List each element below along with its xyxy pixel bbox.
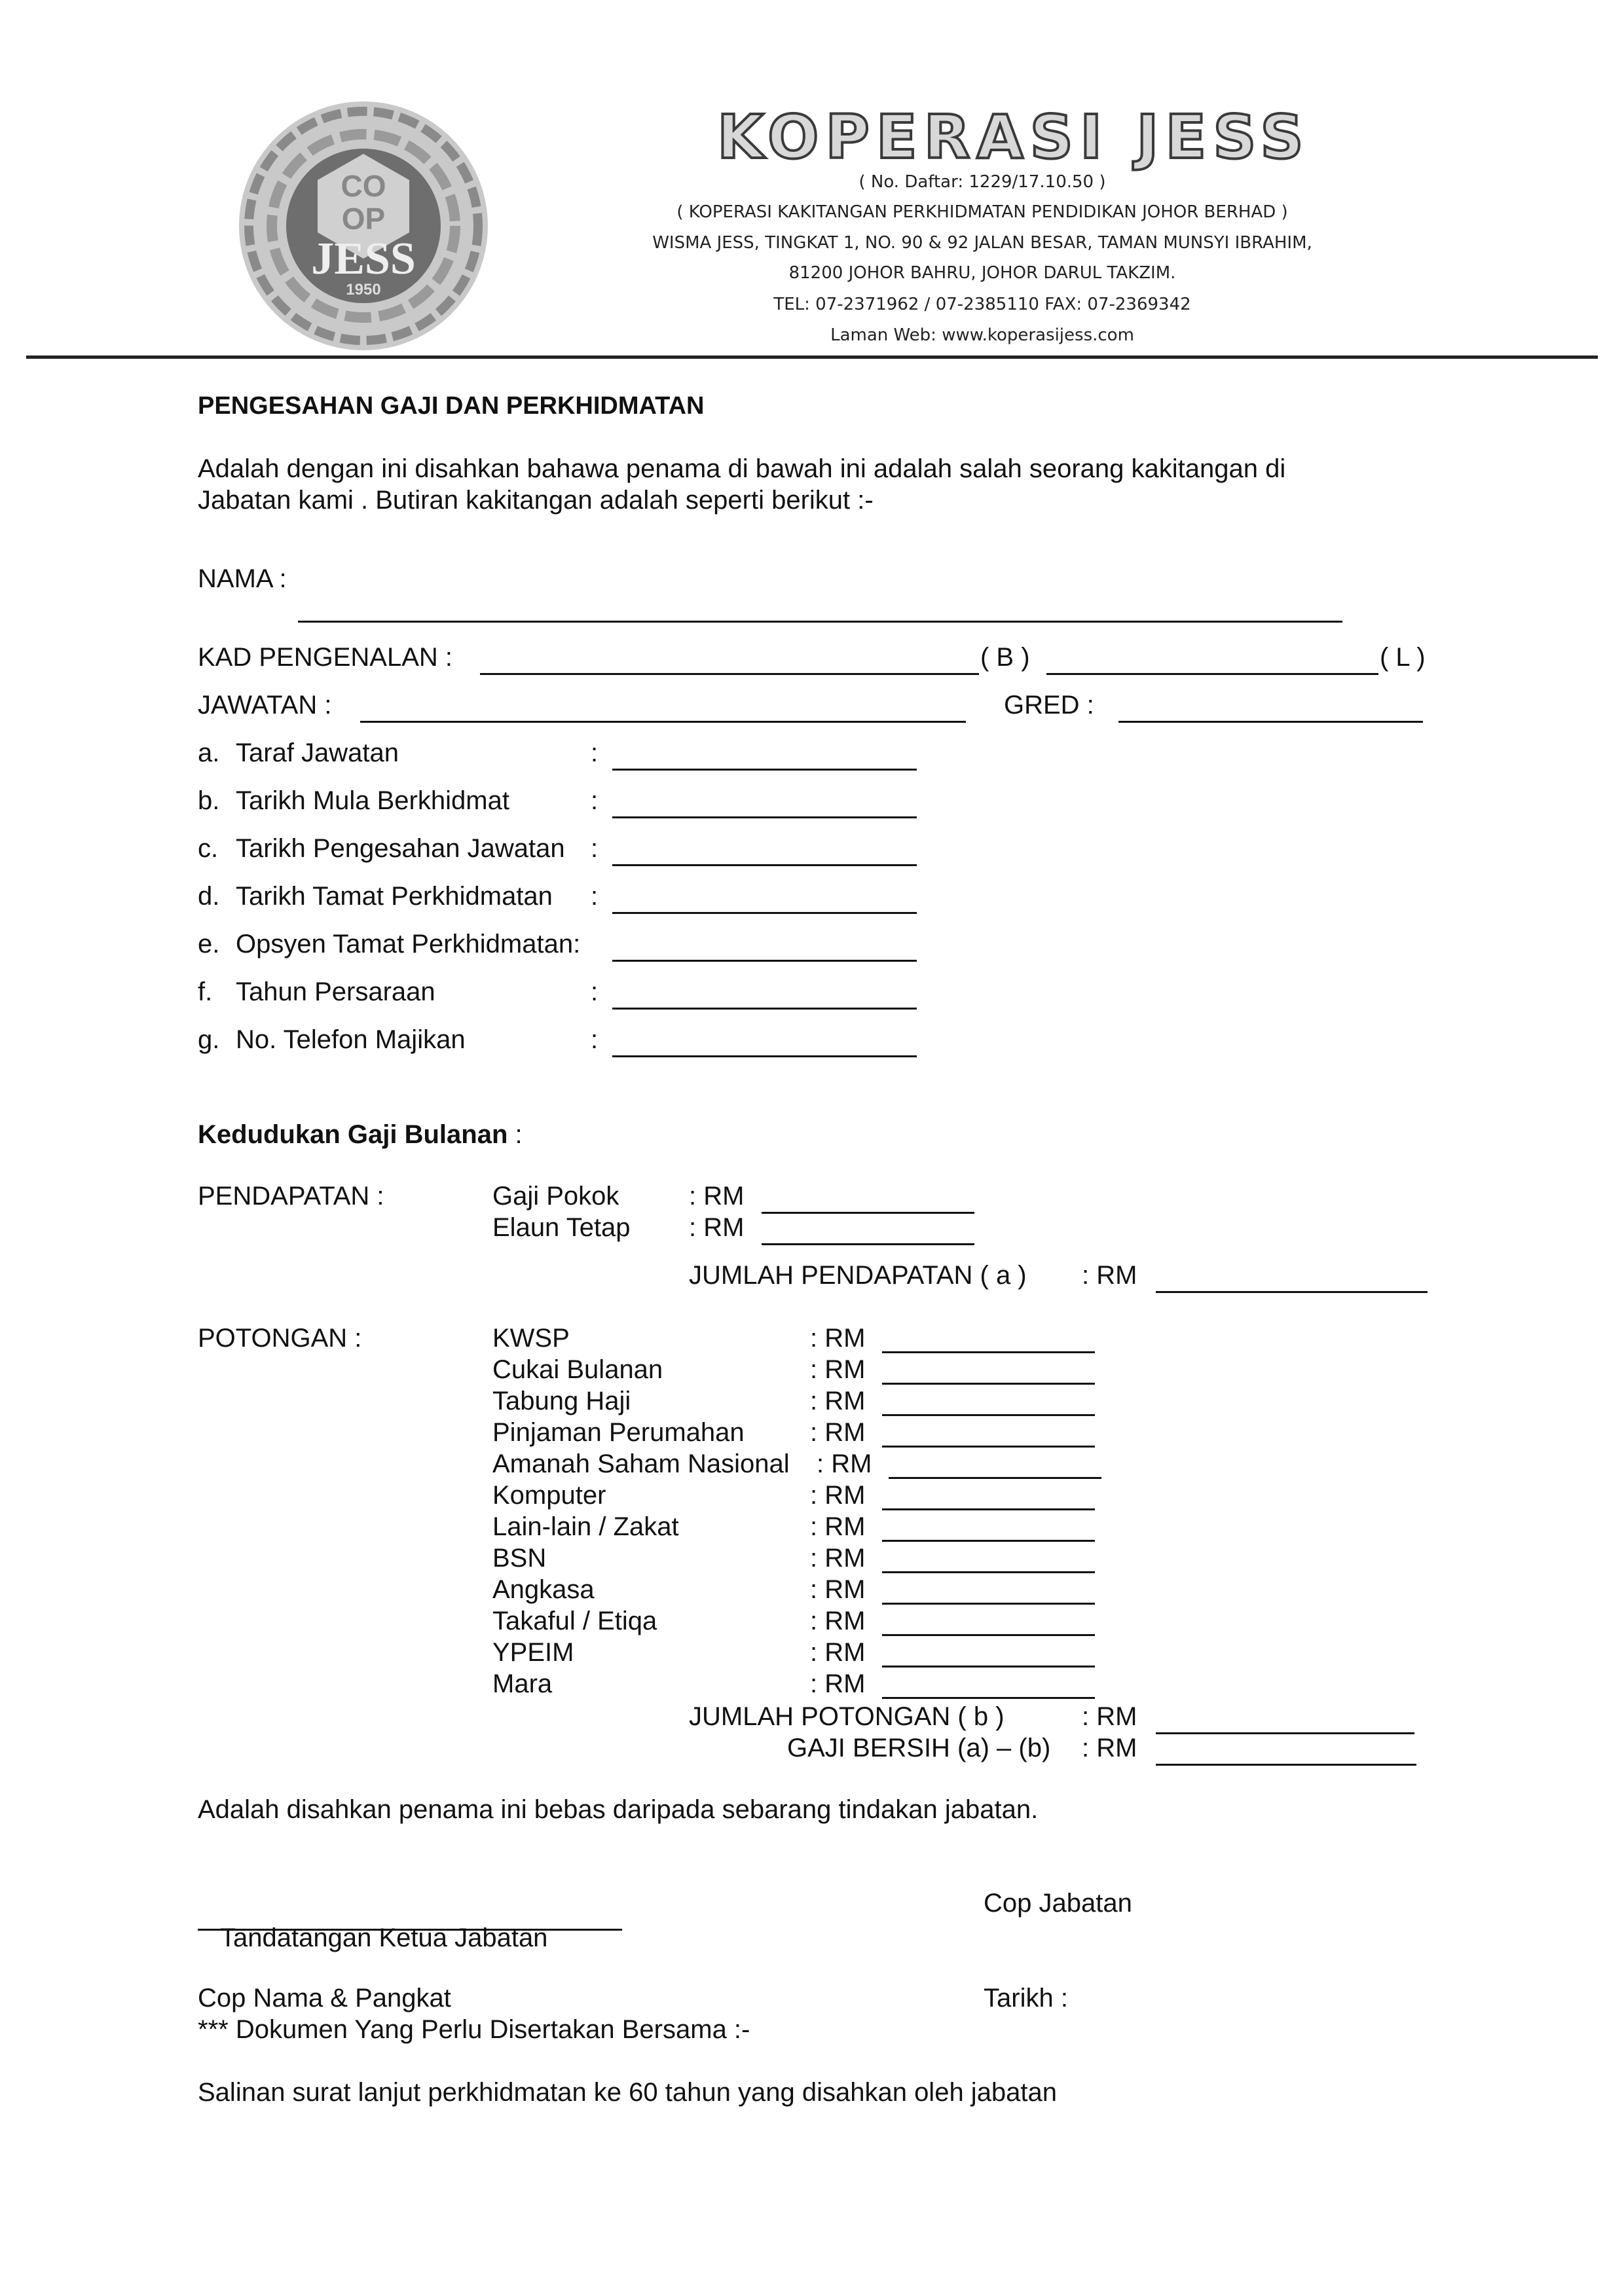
income-item-rm: : RM — [689, 1182, 745, 1211]
contact-numbers: TEL: 07-2371962 / 07-2385110 FAX: 07-2369342 — [773, 295, 1191, 314]
company-full-name: ( KOPERASI KAKITANGAN PERKHIDMATAN PENDIDIKAN JOHOR BERHAD ) — [676, 202, 1288, 222]
deduction-item-label: Lain-lain / Zakat — [492, 1512, 679, 1541]
currency-label: RM — [824, 1544, 866, 1573]
deduction-item-label: Takaful / Etiqa — [492, 1607, 657, 1635]
detail-field[interactable] — [612, 1024, 917, 1057]
detail-letter: a. — [198, 738, 220, 767]
detail-colon: : — [591, 977, 599, 1006]
detail-colon: : — [591, 1025, 599, 1054]
date-label: Tarikh : — [984, 1984, 1068, 2013]
deduction-item-rm: : RM — [810, 1575, 866, 1604]
jumlah-potongan-field[interactable] — [1156, 1701, 1414, 1734]
deduction-item-label: Angkasa — [492, 1575, 595, 1604]
attachment-item: Salinan surat lanjut perkhidmatan ke 60 tahun yang disahkan oleh jabatan — [198, 2078, 1058, 2107]
currency-label: RM — [824, 1575, 866, 1604]
detail-field[interactable] — [612, 785, 917, 818]
gaji-bersih-rm: : RM — [1082, 1734, 1137, 1762]
signature-label: Tandatangan Ketua Jabatan — [220, 1923, 548, 1952]
currency-label: RM — [1096, 1734, 1137, 1762]
detail-label: Tarikh Mula Berkhidmat — [236, 786, 509, 815]
deduction-item-field[interactable] — [882, 1605, 1095, 1636]
deduction-item-label: Cukai Bulanan — [492, 1355, 663, 1384]
cooperative-logo — [236, 98, 491, 354]
attachments-heading: *** Dokumen Yang Perlu Disertakan Bersama :- — [198, 2015, 750, 2044]
salary-heading-text: Kedudukan Gaji Bulanan — [198, 1120, 508, 1149]
deduction-item-rm: : RM — [810, 1638, 866, 1667]
income-item-field[interactable] — [762, 1212, 974, 1245]
detail-label: Tarikh Tamat Perkhidmatan — [236, 882, 553, 911]
deduction-item-field[interactable] — [882, 1480, 1095, 1510]
address-line-2: 81200 JOHOR BAHRU, JOHOR DARUL TAKZIM. — [788, 263, 1176, 283]
detail-letter: c. — [198, 834, 219, 863]
detail-field[interactable] — [612, 881, 917, 914]
detail-field[interactable] — [612, 833, 917, 866]
jumlah-pendapatan-field[interactable] — [1156, 1260, 1428, 1293]
kad-pengenalan-baru-field[interactable] — [480, 642, 979, 675]
jawatan-field[interactable] — [360, 689, 966, 723]
intro-line-2: Jabatan kami . Butiran kakitangan adalah seperti berikut :- — [198, 486, 874, 515]
stamp-label: Cop Jabatan — [984, 1889, 1132, 1918]
jawatan-label: JAWATAN : — [198, 691, 332, 720]
registration-number: ( No. Daftar: 1229/17.10.50 ) — [858, 172, 1106, 192]
currency-label: RM — [703, 1182, 745, 1211]
deduction-item-field[interactable] — [882, 1542, 1095, 1573]
detail-letter: g. — [198, 1025, 220, 1054]
deduction-item-field[interactable] — [882, 1322, 1095, 1353]
certification-statement: Adalah disahkan penama ini bebas daripada sebarang tindakan jabatan. — [198, 1795, 1039, 1824]
currency-label: RM — [824, 1418, 866, 1447]
currency-label: RM — [824, 1387, 866, 1415]
deduction-item-field[interactable] — [882, 1385, 1095, 1416]
deduction-item-field[interactable] — [882, 1417, 1095, 1448]
kad-b-suffix: ( B ) — [980, 643, 1030, 672]
logo-text-co: CO — [341, 169, 386, 203]
detail-label: Taraf Jawatan — [236, 738, 399, 767]
detail-field[interactable] — [612, 737, 917, 771]
currency-label: RM — [824, 1324, 866, 1353]
detail-label: Tarikh Pengesahan Jawatan — [236, 834, 565, 863]
detail-field[interactable] — [612, 928, 917, 962]
nama-field[interactable] — [298, 589, 1342, 623]
gaji-bersih-field[interactable] — [1156, 1732, 1416, 1766]
detail-letter: b. — [198, 786, 220, 815]
deduction-item-field[interactable] — [882, 1511, 1095, 1542]
deduction-item-label: Komputer — [492, 1481, 606, 1510]
detail-letter: e. — [198, 930, 220, 958]
form-title: PENGESAHAN GAJI DAN PERKHIDMATAN — [198, 392, 705, 420]
gred-field[interactable] — [1118, 689, 1423, 723]
kad-pengenalan-label: KAD PENGENALAN : — [198, 643, 453, 672]
deduction-item-rm: : RM — [810, 1418, 866, 1447]
currency-label: RM — [1096, 1702, 1137, 1731]
jumlah-pendapatan-rm: : RM — [1082, 1261, 1137, 1290]
jumlah-potongan-label: JUMLAH POTONGAN ( b ) — [689, 1702, 1005, 1731]
currency-label: RM — [824, 1481, 866, 1510]
income-item-label: Gaji Pokok — [492, 1182, 619, 1211]
logo-text-op: OP — [341, 202, 386, 236]
currency-label: RM — [824, 1607, 866, 1635]
detail-colon: : — [591, 834, 599, 863]
gaji-bersih-label: GAJI BERSIH (a) – (b) — [787, 1734, 1051, 1762]
currency-label: RM — [824, 1512, 866, 1541]
income-item-field[interactable] — [762, 1180, 974, 1214]
currency-label: RM — [1096, 1261, 1137, 1290]
currency-label: RM — [831, 1449, 872, 1478]
logo-text-jess: JESS — [311, 234, 416, 284]
deduction-item-label: Pinjaman Perumahan — [492, 1418, 745, 1447]
deduction-item-field[interactable] — [882, 1668, 1095, 1699]
deduction-item-rm: : RM — [810, 1387, 866, 1415]
deduction-item-label: BSN — [492, 1544, 547, 1573]
deduction-item-field[interactable] — [889, 1448, 1101, 1479]
deduction-item-label: Mara — [492, 1669, 553, 1698]
deduction-item-rm: : RM — [810, 1355, 866, 1384]
currency-label: RM — [824, 1638, 866, 1667]
currency-label: RM — [824, 1669, 866, 1698]
logo-text-year: 1950 — [346, 281, 381, 299]
company-name: KOPERASI JESS — [717, 102, 1310, 172]
deduction-item-label: YPEIM — [492, 1638, 574, 1667]
intro-line-1: Adalah dengan ini disahkan bahawa penama di bawah ini adalah salah seorang kakitangan di — [198, 454, 1286, 483]
deduction-item-label: KWSP — [492, 1324, 570, 1353]
income-item-label: Elaun Tetap — [492, 1213, 631, 1242]
kad-l-suffix: ( L ) — [1380, 643, 1426, 672]
detail-colon: : — [591, 786, 599, 815]
jumlah-pendapatan-label: JUMLAH PENDAPATAN ( a ) — [689, 1261, 1027, 1290]
deduction-item-rm: : RM — [810, 1324, 866, 1353]
deduction-item-rm: : RM — [817, 1449, 872, 1478]
website: Laman Web: www.koperasijess.com — [830, 325, 1134, 345]
income-item-rm: : RM — [689, 1213, 745, 1242]
currency-label: RM — [703, 1213, 745, 1242]
deduction-item-field[interactable] — [882, 1637, 1095, 1667]
detail-letter: d. — [198, 882, 220, 911]
detail-label: Tahun Persaraan — [236, 977, 435, 1006]
detail-field[interactable] — [612, 976, 917, 1010]
deduction-item-field[interactable] — [882, 1354, 1095, 1385]
pendapatan-label: PENDAPATAN : — [198, 1182, 384, 1211]
currency-label: RM — [824, 1355, 866, 1384]
kad-pengenalan-lama-field[interactable] — [1046, 642, 1378, 675]
deduction-item-field[interactable] — [882, 1574, 1095, 1605]
detail-colon: : — [591, 882, 599, 911]
deduction-item-rm: : RM — [810, 1669, 866, 1698]
address-line-1: WISMA JESS, TINGKAT 1, NO. 90 & 92 JALAN BESAR, TAMAN MUNSYI IBRAHIM, — [652, 233, 1312, 253]
name-rank-stamp-label: Cop Nama & Pangkat — [198, 1984, 451, 2013]
gred-label: GRED : — [1004, 691, 1094, 720]
detail-label: Opsyen Tamat Perkhidmatan: — [236, 930, 581, 958]
deduction-item-label: Tabung Haji — [492, 1387, 631, 1415]
salary-heading — [198, 1119, 523, 1150]
deduction-item-label: Amanah Saham Nasional — [492, 1449, 790, 1478]
jumlah-potongan-rm: : RM — [1082, 1702, 1137, 1731]
header-divider — [26, 355, 1598, 359]
detail-colon: : — [591, 738, 599, 767]
nama-label: NAMA : — [198, 564, 287, 593]
date-field[interactable] — [1100, 1982, 1362, 2014]
salary-heading-colon: : — [507, 1120, 523, 1149]
deduction-item-rm: : RM — [810, 1607, 866, 1635]
deduction-item-rm: : RM — [810, 1481, 866, 1510]
deduction-item-rm: : RM — [810, 1512, 866, 1541]
detail-label: No. Telefon Majikan — [236, 1025, 466, 1054]
deduction-item-rm: : RM — [810, 1544, 866, 1573]
potongan-label: POTONGAN : — [198, 1324, 362, 1353]
detail-letter: f. — [198, 977, 213, 1006]
